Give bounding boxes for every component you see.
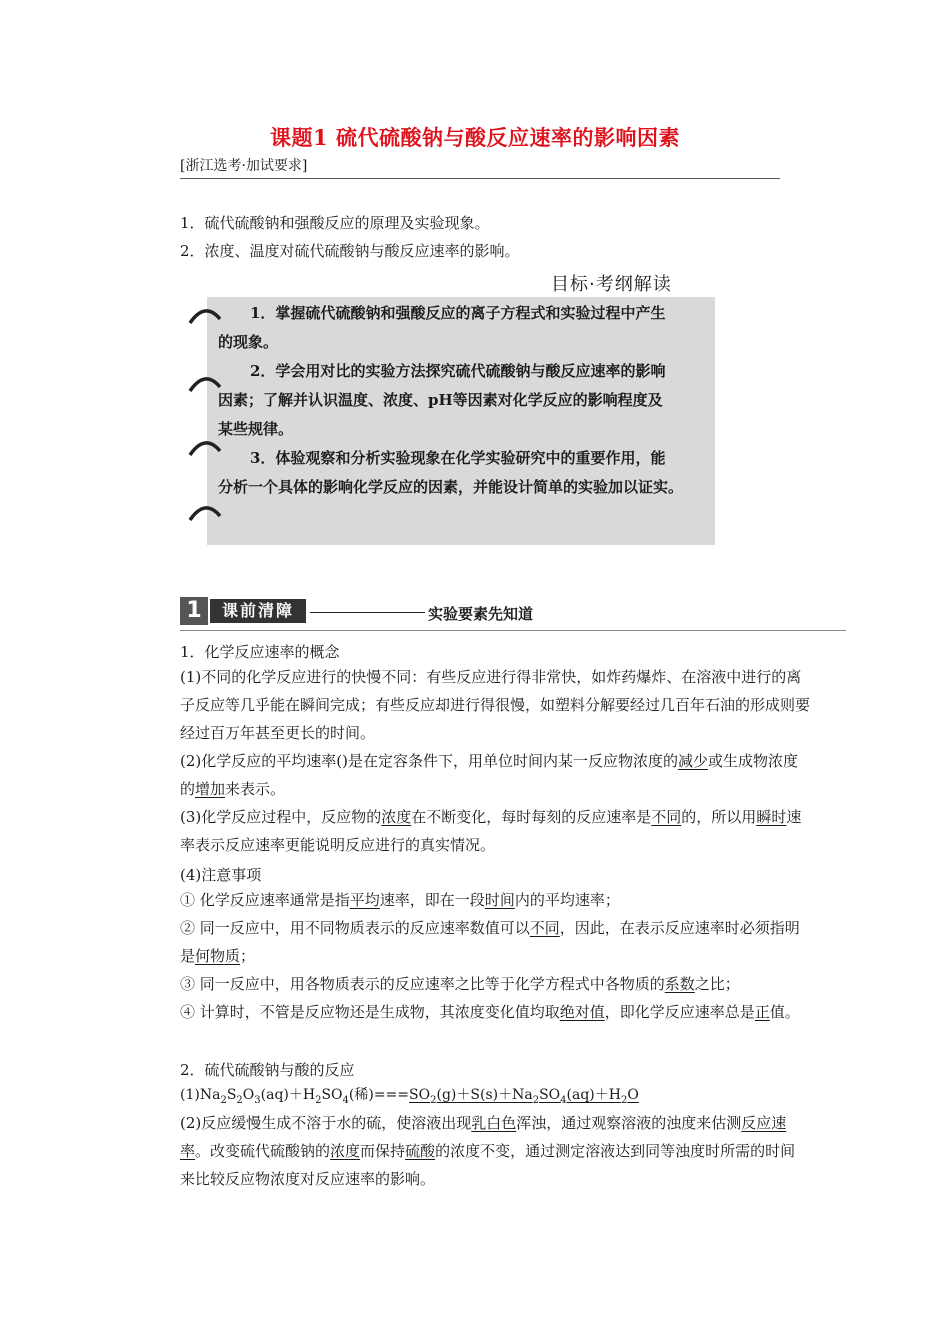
paragraph-text: ④ 计算时，不管是反应物还是生成物，其浓度变化值均取 (180, 1003, 560, 1021)
paragraph-text: 速率表示反应速率更能说明反应进行的真实情况。 (180, 808, 802, 854)
paragraph-text: ； (240, 947, 256, 965)
equation-part: (1)Na (180, 1087, 221, 1103)
paragraph-text: 而保持 (360, 1142, 406, 1160)
underlined-term: 不同 (529, 919, 560, 937)
underlined-term: 浓度 (330, 1142, 361, 1160)
subscript: 2 (315, 1094, 322, 1106)
underlined-term: 绝对值 (559, 1003, 605, 1021)
paragraph-text: ② 同一反应中，用不同物质表示的反应速率数值可以 (180, 919, 530, 937)
section-badge (180, 597, 308, 625)
equation-part: (aq)＋H (566, 1087, 621, 1103)
underlined-term: 硫酸 (405, 1142, 436, 1160)
subscript: 3 (254, 1094, 261, 1106)
paragraph-text: (1)不同的化学反应进行的快慢不同：有些反应进行得非常快，如炸药爆炸、在溶液中进行的离子反应等几乎能在瞬间完成；有些反应却进行得很慢，如塑料分解要经过几百年石油的形成则要经过百万年甚至更长的时间。 (180, 668, 811, 742)
subscript: 2 (236, 1094, 243, 1106)
paragraph-text: 速率，即在一段 (379, 891, 485, 909)
paragraph-text: 在不断变化，每时每刻的反应速率是 (411, 808, 652, 826)
paragraph-text: 或生成物浓度的 (180, 752, 798, 798)
objective-line: 3．体验观察和分析实验现象在化学实验研究中的重要作用，能 (250, 449, 666, 467)
objective-line: 2．学会用对比的实验方法探究硫代硫酸钠与酸反应速率的影响 (250, 362, 666, 380)
underlined-term: 减少 (677, 752, 708, 770)
page-title: 课题1 硫代硫酸钠与酸反应速率的影响因素 (270, 125, 680, 150)
paragraph-1 (180, 663, 810, 747)
requirement-1: 1．硫代硫酸钠和强酸反应的原理及实验现象。 (180, 214, 490, 232)
underlined-term: 瞬时 (756, 808, 787, 826)
objective-line: 的现象。 (218, 333, 279, 351)
objective-line: 因素；了解并认识温度、浓度、pH等因素对化学反应的影响程度及 (218, 391, 663, 409)
equation-part: SO (409, 1087, 431, 1103)
notes-heading: (4)注意事项 (180, 866, 262, 884)
subtitle: [浙江选考·加试要求] (180, 158, 308, 174)
paragraph-text: 之比； (694, 975, 740, 993)
paragraph-2 (180, 747, 810, 803)
objective-line: 分析一个具体的影响化学反应的因素，并能设计简单的实验加以证实。 (218, 478, 684, 496)
binder-ring-icon (188, 305, 222, 325)
underlined-term: 正 (754, 1003, 770, 1021)
objective-line: 某些规律。 (218, 420, 294, 438)
underlined-term: 乳白色 (471, 1114, 517, 1132)
heading-1: 1．化学反应速率的概念 (180, 643, 340, 661)
underlined-term: 时间 (484, 891, 515, 909)
paragraph-text: ，即化学反应速率总是 (604, 1003, 755, 1021)
paragraph-text: (2)化学反应的平均速率()是在定容条件下，用单位时间内某一反应物浓度的 (180, 752, 678, 770)
subscript: 4 (560, 1094, 567, 1106)
paragraph-text: (2)反应缓慢生成不溶于水的硫，使溶液出现 (180, 1114, 472, 1132)
paragraph-text: ③ 同一反应中，用各物质表示的反应速率之比等于化学方程式中各物质的 (180, 975, 665, 993)
section-badge-label: 课前清障 (210, 599, 306, 623)
heading-2: 2．硫代硫酸钠与酸的反应 (180, 1061, 355, 1079)
binder-ring-icon (188, 502, 222, 522)
underlined-term: 反应速率 (180, 1114, 787, 1160)
paragraph-text: 内的平均速率； (514, 891, 620, 909)
equation-part: (稀)=== (348, 1087, 410, 1103)
paragraph-text: 的浓度不变，通过测定溶液达到同等浊度时所需的时间来比较反应物浓度对反应速率的影响。 (180, 1142, 796, 1188)
note-2 (180, 914, 810, 970)
paragraph-text: ① 化学反应速率通常是指 (180, 891, 350, 909)
subscript: 2 (532, 1094, 540, 1106)
underlined-term: 浓度 (381, 808, 412, 826)
objective-line: 1．掌握硫代硫酸钠和强酸反应的离子方程式和实验过程中产生 (250, 304, 666, 322)
paragraph-text: ，因此，在表示反应速率时必须指明是 (180, 919, 800, 965)
subscript: 2 (620, 1094, 628, 1106)
header-divider (180, 178, 780, 179)
objectives-text (218, 299, 726, 502)
section-number: 1 (180, 597, 208, 625)
binder-ring-icon (188, 373, 222, 393)
equation-part: (g)＋S(s)＋Na (436, 1087, 533, 1103)
underlined-term: 何物质 (195, 947, 241, 965)
underlined-term: 增加 (195, 780, 226, 798)
underlined-product (409, 1087, 639, 1106)
equation-part: (aq)＋H (260, 1087, 316, 1103)
requirement-2: 2．浓度、温度对硫代硫酸钠与酸反应速率的影响。 (180, 242, 520, 260)
equation-part: O (627, 1087, 639, 1103)
paragraph-text: 值。 (769, 1003, 800, 1021)
note-4 (180, 998, 810, 1026)
subscript: 4 (342, 1094, 349, 1106)
equation-part: S (226, 1087, 237, 1103)
paragraph-text: 。改变硫代硫酸钠的 (195, 1142, 331, 1160)
underlined-term: 系数 (664, 975, 695, 993)
equation-part: SO (321, 1087, 343, 1103)
note-3 (180, 970, 810, 998)
underlined-term: 平均 (349, 891, 380, 909)
section-connector-line (310, 612, 425, 613)
underlined-term: 不同 (651, 808, 682, 826)
section-divider (180, 630, 846, 631)
paragraph-4 (180, 1109, 810, 1193)
paragraph-text: (3)化学反应过程中，反应物的 (180, 808, 382, 826)
equation-part: SO (539, 1087, 561, 1103)
equation-part: O (242, 1087, 255, 1103)
section-title: 实验要素先知道 (428, 605, 534, 623)
subscript: 2 (430, 1094, 437, 1106)
paragraph-3 (180, 803, 810, 859)
paragraph-text: 来表示。 (225, 780, 286, 798)
note-1 (180, 886, 810, 914)
objectives-header: 目标·考纲解读 (551, 274, 672, 295)
paragraph-text: 浑浊，通过观察溶液的浊度来估测 (516, 1114, 742, 1132)
paragraph-text: 的，所以用 (681, 808, 757, 826)
binder-ring-icon (188, 437, 222, 457)
subscript: 2 (220, 1094, 227, 1106)
